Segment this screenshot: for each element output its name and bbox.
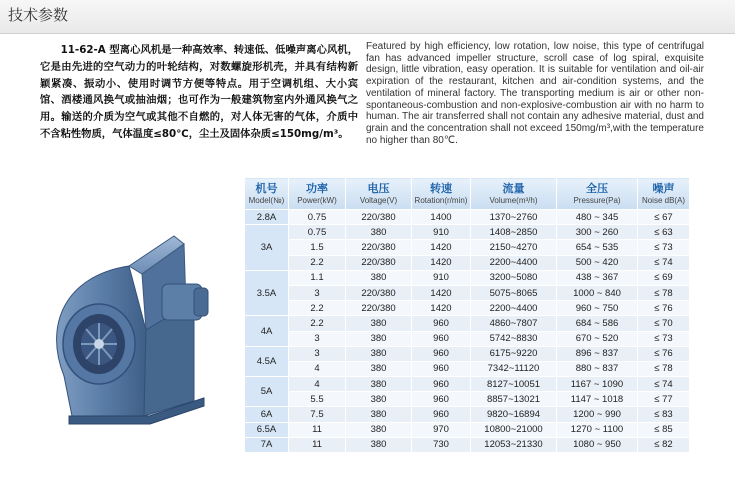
table-cell: 896 ~ 837	[557, 346, 638, 361]
table-cell: 1167 ~ 1090	[557, 377, 638, 392]
table-cell: 960	[412, 361, 471, 376]
table-row	[245, 240, 690, 255]
table-cell: 0.75	[289, 210, 346, 225]
table-row	[245, 422, 690, 437]
table-cell: 2150~4270	[471, 240, 557, 255]
table-row	[245, 392, 690, 407]
table-cell: 380	[346, 331, 412, 346]
table-cell: 3	[289, 346, 346, 361]
table-cell: 12053~21330	[471, 437, 557, 452]
column-header	[557, 178, 638, 210]
table-cell: 380	[346, 225, 412, 240]
table-cell: 300 ~ 260	[557, 225, 638, 240]
table-header-row	[245, 178, 690, 210]
table-cell: ≤ 78	[638, 285, 690, 300]
column-header-en: Voltage(V)	[359, 195, 398, 205]
model-cell: 7A	[245, 437, 289, 452]
table-cell: 438 ~ 367	[557, 270, 638, 285]
model-cell: 6.5A	[245, 422, 289, 437]
table-cell: 4	[289, 361, 346, 376]
column-header-cn: 流量	[502, 181, 525, 195]
table-cell: 500 ~ 420	[557, 255, 638, 270]
table-cell: 220/380	[346, 240, 412, 255]
table-cell: 2200~4400	[471, 255, 557, 270]
table-cell: 1420	[412, 255, 471, 270]
table-cell: 2200~4400	[471, 301, 557, 316]
table-cell: 380	[346, 407, 412, 422]
column-header-en: Power(kW)	[297, 195, 337, 205]
table-cell: 380	[346, 316, 412, 331]
table-cell: 220/380	[346, 255, 412, 270]
table-cell: ≤ 82	[638, 437, 690, 452]
table-row	[245, 225, 690, 240]
table-cell: 8857~13021	[471, 392, 557, 407]
table-cell: 684 ~ 586	[557, 316, 638, 331]
column-header-cn: 转速	[430, 181, 452, 195]
table-cell: 1270 ~ 1100	[557, 422, 638, 437]
specification-table	[244, 177, 690, 453]
description-english: Featured by high efficiency, low rotation, low noise, this type of centrifugal fan has advanced impeller structure, scroll case of log spiral, exquisite design, little vibration, easy operation. It is suitable for ventilation and oil-air expiration of the restaurant, kitchen and air-condition systems, and the ventilation of mineral factory. The transporting medium is air or other non-spontaneous-combustion and non-explosive-combustion air with no harm to human. The air transferred shall not contain any adhesive material, dust and grain and the concentration shall not exceed 150mg/m³,with the temperature no higher than 80℃.	[366, 41, 704, 146]
table-cell: 5742~8830	[471, 331, 557, 346]
description-chinese: 11-62-A 型离心风机是一种高效率、转速低、低噪声离心风机，它是由先进的空气动力的叶轮结构，对数螺旋形机壳，并具有结构新颖紧凑、振动小、使用时调节方便等特点。用于空调机组、大小宾馆、酒楼通风换气或抽油烟；也可作为一般建筑物室内外通风换气之用。输送的介质为空气或其他不自燃的，对人体无害的气体，介质中不含粘性物质，气体温度≤80℃，尘土及固体杂质≤150mg/m³。	[40, 44, 358, 140]
table-cell: 10800~21000	[471, 422, 557, 437]
table-cell: 9820~16894	[471, 407, 557, 422]
column-header-en: Rotation(r/min)	[414, 195, 468, 205]
table-cell: 960	[412, 407, 471, 422]
table-cell: 2.2	[289, 316, 346, 331]
table-cell: 910	[412, 270, 471, 285]
table-cell: 960	[412, 392, 471, 407]
table-cell: ≤ 78	[638, 361, 690, 376]
model-cell: 4A	[245, 316, 289, 346]
model-cell: 3.5A	[245, 270, 289, 316]
column-header-cn: 机号	[255, 181, 278, 195]
table-cell: 670 ~ 520	[557, 331, 638, 346]
column-header-cn: 电压	[367, 181, 390, 195]
column-header-cn: 功率	[306, 181, 328, 195]
table-cell: 880 ~ 837	[557, 361, 638, 376]
table-cell: 1200 ~ 990	[557, 407, 638, 422]
table-cell: 1080 ~ 950	[557, 437, 638, 452]
table-row	[245, 346, 690, 361]
model-cell: 6A	[245, 407, 289, 422]
column-header	[245, 178, 289, 210]
table-cell: 380	[346, 377, 412, 392]
table-cell: 380	[346, 422, 412, 437]
column-header-en: Model(№)	[248, 195, 285, 205]
table-cell: 960	[412, 346, 471, 361]
column-header	[289, 178, 346, 210]
column-header-en: Volume(m³/h)	[489, 195, 538, 205]
table-cell: 5075~8065	[471, 285, 557, 300]
table-cell: ≤ 76	[638, 301, 690, 316]
model-cell: 4.5A	[245, 346, 289, 376]
table-cell: 4860~7807	[471, 316, 557, 331]
table-cell: 730	[412, 437, 471, 452]
table-cell: 7.5	[289, 407, 346, 422]
table-cell: 4	[289, 377, 346, 392]
table-cell: 910	[412, 225, 471, 240]
table-cell: ≤ 67	[638, 210, 690, 225]
table-cell: ≤ 73	[638, 240, 690, 255]
model-cell: 5A	[245, 377, 289, 407]
table-cell: ≤ 74	[638, 377, 690, 392]
table-cell: ≤ 63	[638, 225, 690, 240]
table-row	[245, 377, 690, 392]
table-cell: 654 ~ 535	[557, 240, 638, 255]
column-header-en: Pressure(Pa)	[573, 195, 621, 205]
table-cell: 0.75	[289, 225, 346, 240]
table-cell: 1400	[412, 210, 471, 225]
table-cell: 3200~5080	[471, 270, 557, 285]
table-cell: 1408~2850	[471, 225, 557, 240]
table-cell: 3	[289, 331, 346, 346]
table-cell: ≤ 76	[638, 346, 690, 361]
table-row	[245, 316, 690, 331]
table-cell: 1.1	[289, 270, 346, 285]
table-row	[245, 407, 690, 422]
table-cell: 3	[289, 285, 346, 300]
table-cell: 480 ~ 345	[557, 210, 638, 225]
table-cell: 380	[346, 437, 412, 452]
table-cell: 960	[412, 377, 471, 392]
model-cell: 3A	[245, 225, 289, 271]
table-cell: 7342~11120	[471, 361, 557, 376]
table-cell: ≤ 69	[638, 270, 690, 285]
table-cell: ≤ 74	[638, 255, 690, 270]
table-row	[245, 270, 690, 285]
table-cell: 960	[412, 331, 471, 346]
table-cell: ≤ 70	[638, 316, 690, 331]
table-cell: 220/380	[346, 285, 412, 300]
table-cell: 380	[346, 392, 412, 407]
table-cell: 380	[346, 270, 412, 285]
table-cell: 970	[412, 422, 471, 437]
table-cell: 220/380	[346, 301, 412, 316]
table-cell: 1420	[412, 285, 471, 300]
column-header	[412, 178, 471, 210]
centrifugal-fan-image	[44, 226, 234, 426]
column-header	[346, 178, 412, 210]
table-cell: 960 ~ 750	[557, 301, 638, 316]
table-row	[245, 285, 690, 300]
table-cell: 960	[412, 316, 471, 331]
table-row	[245, 361, 690, 376]
table-cell: 1420	[412, 301, 471, 316]
table-cell: 6175~9220	[471, 346, 557, 361]
table-cell: 1370~2760	[471, 210, 557, 225]
table-cell: ≤ 77	[638, 392, 690, 407]
table-row	[245, 331, 690, 346]
table-row	[245, 255, 690, 270]
table-cell: 1420	[412, 240, 471, 255]
table-cell: 2.2	[289, 301, 346, 316]
column-header-en: Noise dB(A)	[641, 195, 686, 205]
column-header	[471, 178, 557, 210]
table-cell: 1.5	[289, 240, 346, 255]
table-cell: 5.5	[289, 392, 346, 407]
table-cell: 2.2	[289, 255, 346, 270]
table-cell: 8127~10051	[471, 377, 557, 392]
table-row	[245, 437, 690, 452]
section-title: 技术参数	[8, 6, 69, 24]
table-body	[245, 210, 690, 453]
column-header-cn: 全压	[586, 181, 608, 195]
column-header	[638, 178, 690, 210]
table-row	[245, 301, 690, 316]
model-cell: 2.8A	[245, 210, 289, 225]
table-cell: ≤ 85	[638, 422, 690, 437]
table-row	[245, 210, 690, 225]
table-cell: 380	[346, 361, 412, 376]
table-cell: 1000 ~ 840	[557, 285, 638, 300]
section-header	[0, 0, 735, 34]
table-cell: 1147 ~ 1018	[557, 392, 638, 407]
table-cell: ≤ 73	[638, 331, 690, 346]
table-cell: 220/380	[346, 210, 412, 225]
table-cell: ≤ 83	[638, 407, 690, 422]
table-cell: 11	[289, 437, 346, 452]
table-cell: 380	[346, 346, 412, 361]
column-header-cn: 噪声	[652, 181, 675, 195]
table-cell: 11	[289, 422, 346, 437]
